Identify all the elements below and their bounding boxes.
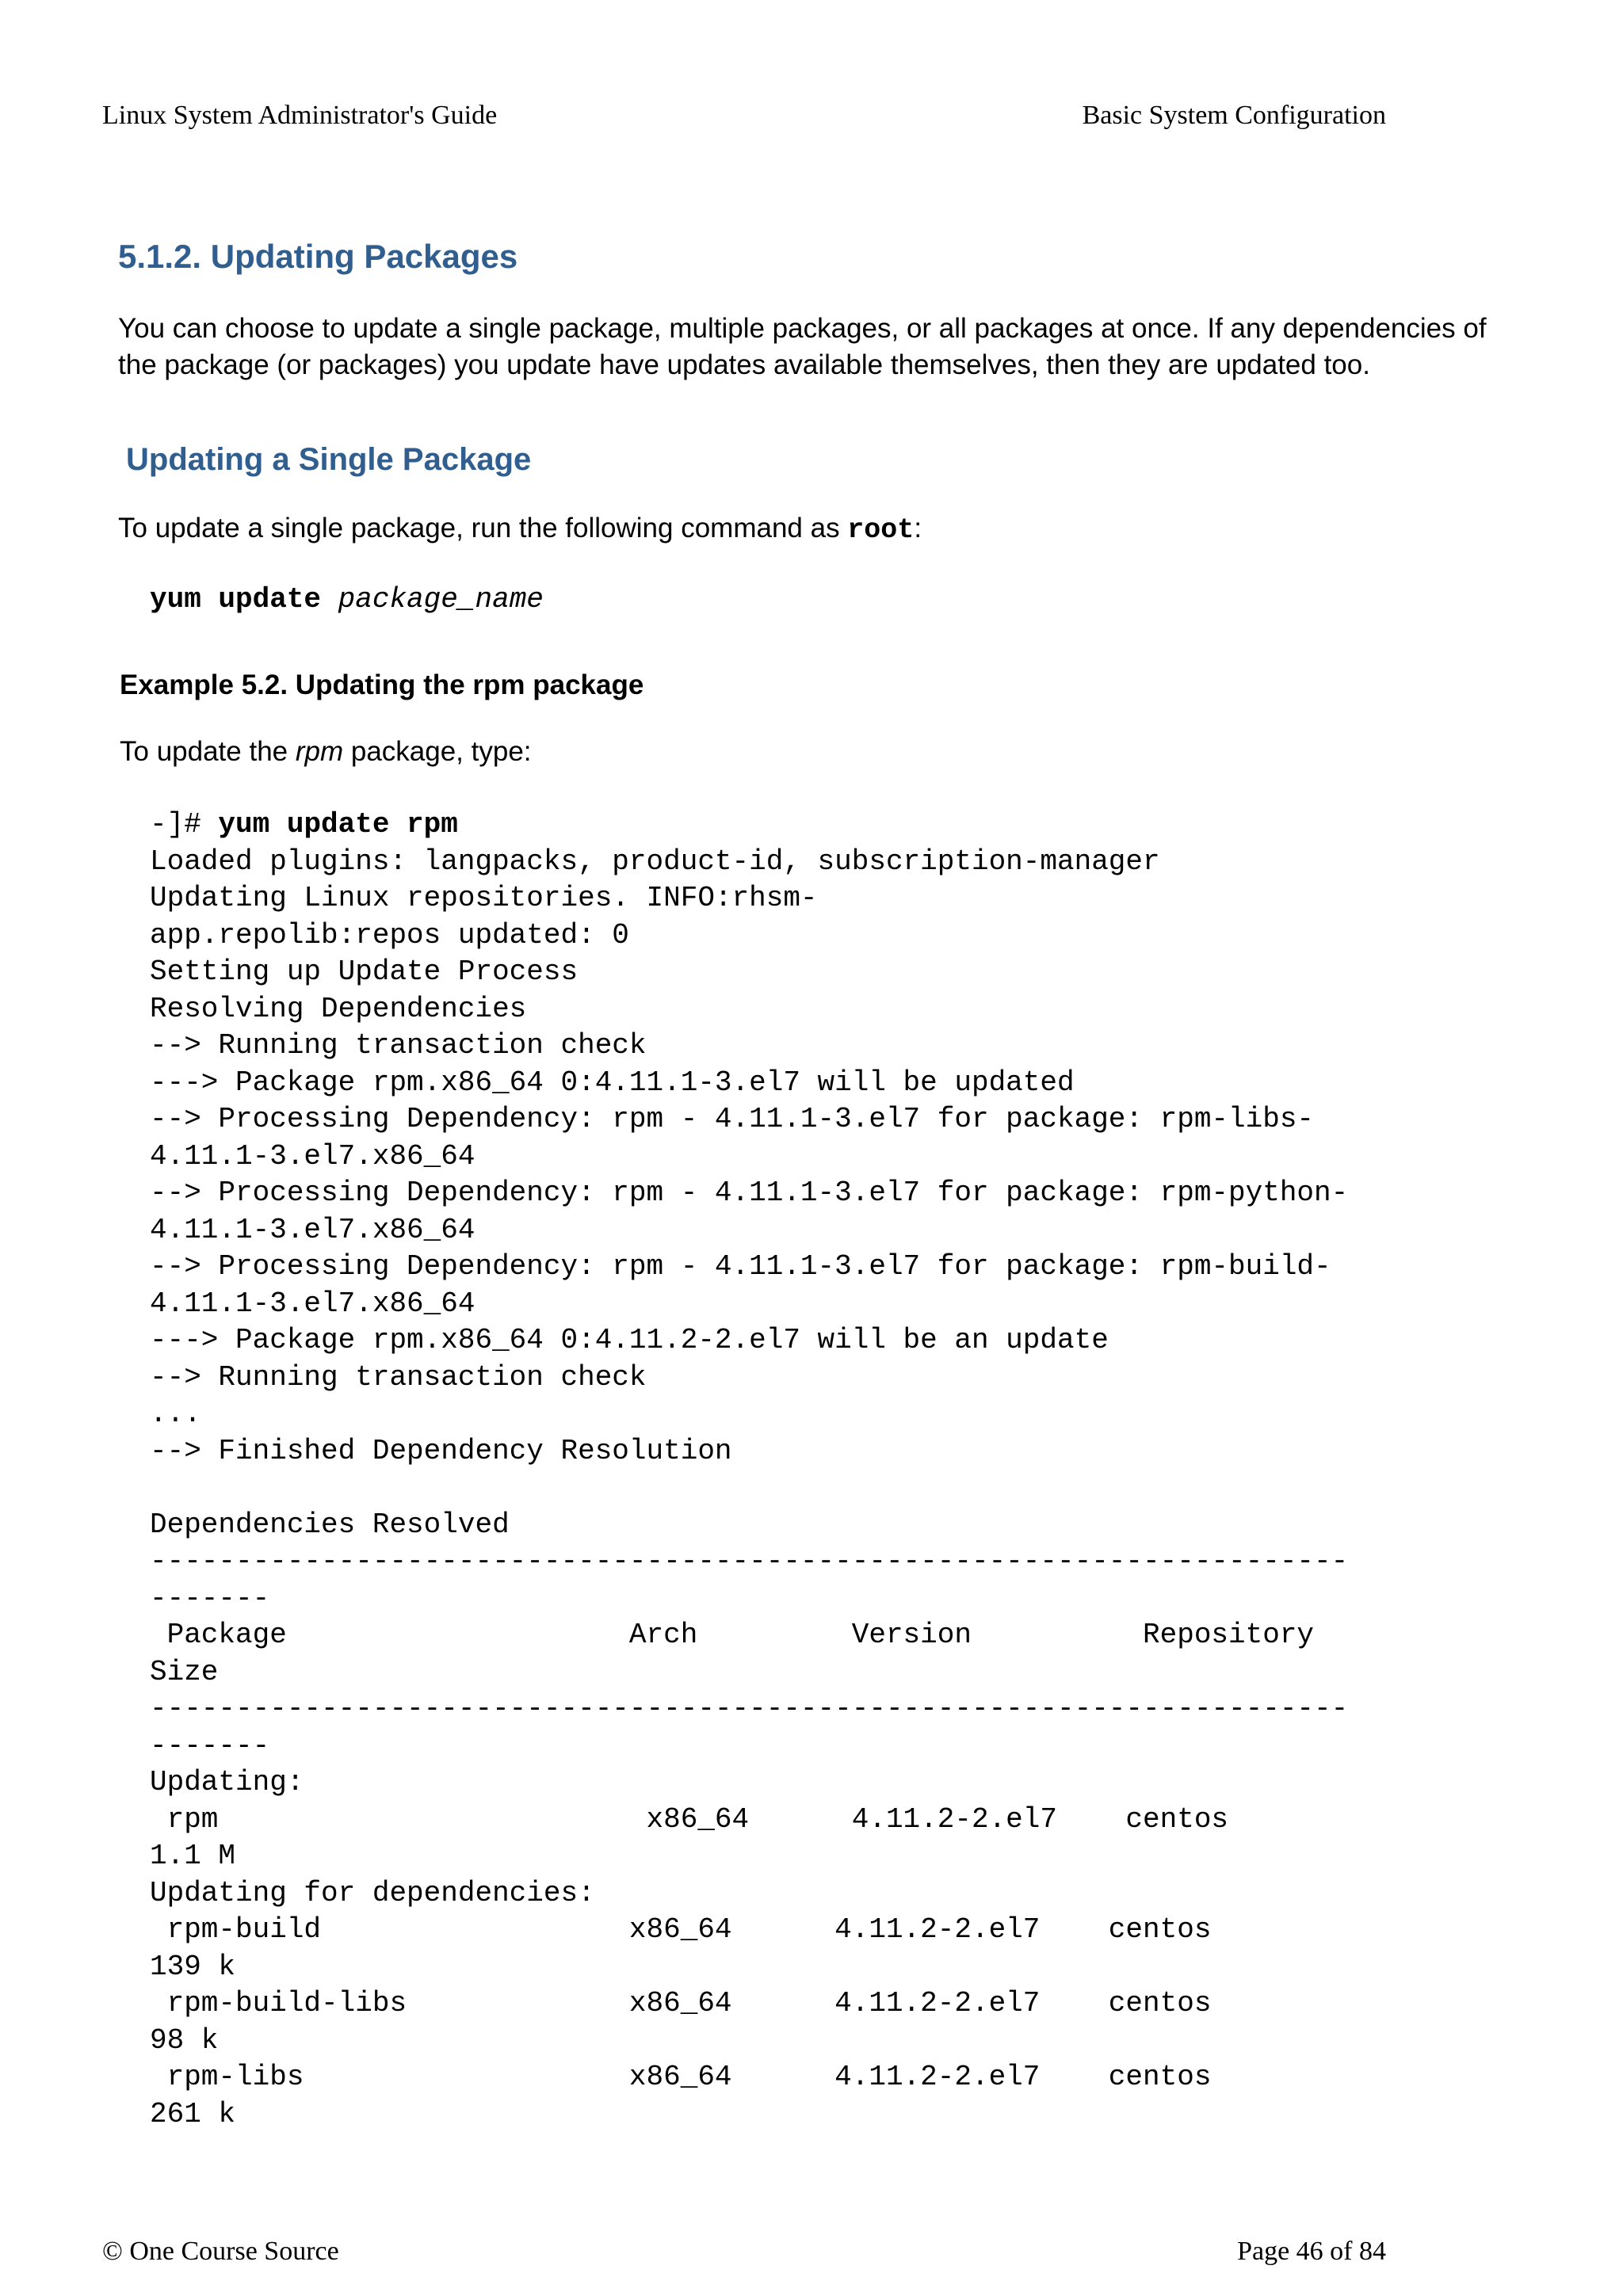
terminal-output-line: Dependencies Resolved xyxy=(150,1508,510,1541)
terminal-output-line: --> Running transaction check xyxy=(150,1360,647,1394)
example-package-name: rpm xyxy=(295,736,344,767)
terminal-output-line: Loaded plugins: langpacks, product-id, subscription-manager xyxy=(150,845,1160,878)
terminal-output-line: rpm-build-libs x86_64 4.11.2-2.el7 centos xyxy=(150,1987,1212,2019)
terminal-output-line: --> Processing Dependency: rpm - 4.11.1-3.el7 for package: rpm-libs- xyxy=(150,1103,1315,1135)
command-keyword: yum update xyxy=(150,583,322,616)
subsection-instruction xyxy=(118,510,1497,548)
terminal-command-line xyxy=(150,807,1497,844)
example-title: Example 5.2. Updating the rpm package xyxy=(120,669,644,700)
terminal-output-line: --> Finished Dependency Resolution xyxy=(150,1434,732,1467)
terminal-output-line: rpm-build x86_64 4.11.2-2.el7 centos xyxy=(150,1913,1212,1946)
terminal-output-line: ---------------------------------------------------------------------- xyxy=(150,1545,1349,1577)
instruction-text: To update a single package, run the following command as xyxy=(118,513,848,543)
terminal-output-line: Size xyxy=(150,1655,219,1688)
terminal-output-line: --> Processing Dependency: rpm - 4.11.1-3.el7 for package: rpm-build- xyxy=(150,1250,1331,1283)
footer-page-number: Page 46 of 84 xyxy=(1237,2237,1386,2266)
root-user-code: root xyxy=(847,514,915,546)
terminal-output-line: Package Arch Version Repository xyxy=(150,1619,1315,1651)
output-lines xyxy=(150,844,1497,2134)
terminal-output-line: app.repolib:repos updated: 0 xyxy=(150,918,629,952)
page-content xyxy=(118,235,1497,2133)
instruction-colon: : xyxy=(914,513,922,543)
command-syntax xyxy=(150,582,1497,618)
terminal-output-line: rpm x86_64 4.11.2-2.el7 centos xyxy=(150,1802,1229,1836)
terminal-output-line: ------- xyxy=(150,1581,270,1615)
terminal-output-line: Updating for dependencies: xyxy=(150,1876,595,1909)
terminal-output-line: Updating Linux repositories. INFO:rhsm- xyxy=(150,882,818,914)
example-intro-text: To update the xyxy=(120,736,296,767)
terminal-output-line: ---> Package rpm.x86_64 0:4.11.1-3.el7 will be updated xyxy=(150,1066,1075,1099)
terminal-output-line: --> Processing Dependency: rpm - 4.11.1-3.el7 for package: rpm-python- xyxy=(150,1177,1349,1209)
terminal-output-line: Resolving Dependencies xyxy=(150,992,527,1025)
terminal-output-line: 4.11.1-3.el7.x86_64 xyxy=(150,1287,475,1320)
terminal-output-line: ---------------------------------------------------------------------- xyxy=(150,1692,1349,1725)
terminal-output-line: ... xyxy=(150,1398,201,1430)
footer-copyright: © One Course Source xyxy=(102,2237,339,2266)
section-heading: 5.1.2. Updating Packages xyxy=(118,238,518,275)
subsection-heading: Updating a Single Package xyxy=(126,442,532,477)
shell-prompt: -]# xyxy=(150,808,219,841)
example-intro-text-end: package, type: xyxy=(343,736,532,767)
terminal-output-line: Setting up Update Process xyxy=(150,955,579,988)
terminal-output-line: --> Running transaction check xyxy=(150,1029,647,1062)
terminal-output-line: 261 k xyxy=(150,2097,236,2130)
terminal-output-line: 98 k xyxy=(150,2023,219,2057)
terminal-output-line: ------- xyxy=(150,1729,270,1762)
terminal-output-line: ---> Package rpm.x86_64 0:4.11.2-2.el7 will be an update xyxy=(150,1324,1109,1356)
terminal-output-line: 139 k xyxy=(150,1950,236,1983)
example-intro xyxy=(120,734,1497,770)
header-guide-title: Linux System Administrator's Guide xyxy=(102,101,498,130)
typed-command: yum update rpm xyxy=(218,808,458,841)
running-header xyxy=(102,100,1386,132)
command-argument: package_name xyxy=(338,583,544,616)
terminal-output-line xyxy=(150,1470,1497,1507)
terminal-output-line: 1.1 M xyxy=(150,1840,236,1872)
section-intro-paragraph: You can choose to update a single package, multiple packages, or all packages at once. If any dependencies of the package (or packages) you update have updates available themselves, then they are updated too. xyxy=(118,313,1487,380)
header-chapter-title: Basic System Configuration xyxy=(1082,101,1386,130)
terminal-output xyxy=(150,807,1497,2133)
terminal-output-line: Updating: xyxy=(150,1766,304,1798)
terminal-output-line: rpm-libs x86_64 4.11.2-2.el7 centos xyxy=(150,2061,1212,2093)
terminal-output-line: 4.11.1-3.el7.x86_64 xyxy=(150,1139,475,1173)
terminal-output-line: 4.11.1-3.el7.x86_64 xyxy=(150,1213,475,1246)
running-footer xyxy=(102,2236,1386,2267)
